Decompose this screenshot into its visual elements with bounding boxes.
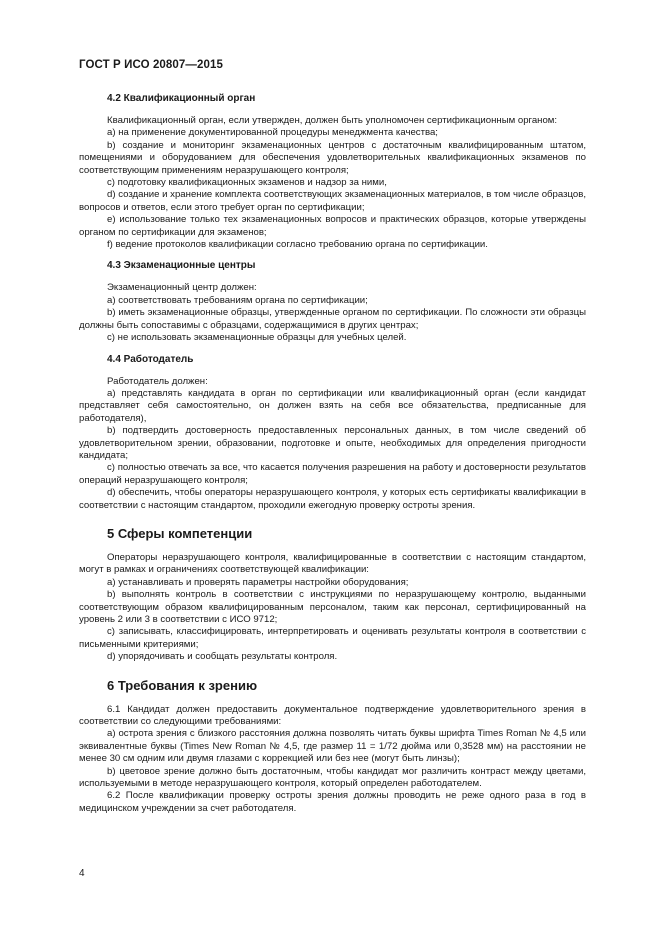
list-item: а) острота зрения с близкого расстояния должна позволять читать буквы шрифта Times Roman № 4,5 или эквивалентные буквы (Times New Roman № 4,5, где размер 11 = 1/72 дюйма или 0,3528 мм) на расстоянии не менее 30 см одним или двумя глазами с коррекцией или без нее (могут быть линзы); — [79, 728, 586, 765]
section-5-title: 5 Сферы компетенции — [107, 525, 253, 541]
section-4-4-intro: Работодатель должен: — [107, 375, 208, 387]
clause-6-2: 6.2 После квалификации проверку остроты зрения должны проводить не реже одного раза в год в медицинском учреждении за счет работодателя. — [79, 790, 586, 814]
list-item: b) подтвердить достоверность предоставленных персональных данных, в том числе сведений об удовлетворительном зрении, образовании, подготовке и опыте, необходимых для определения пригодности кандидата; — [79, 425, 586, 461]
list-item: b) цветовое зрение должно быть достаточным, чтобы кандидат мог различить контраст между цветами, используемыми в методе неразрушающего контроля, который определен работодателем. — [79, 765, 586, 790]
section-4-2-intro: Квалификационный орган, если утвержден, должен быть уполномочен сертификационным органом: — [107, 115, 558, 126]
list-item: b) выполнять контроль в соответствии с инструкциями по неразрушающему контролю, выданными соответствующим образом квалифицированным персоналом, таким как персонал, сертифицированный на уровень 2 или 3 в соответствии с ИСО 9712; — [79, 589, 586, 625]
list-item: a) устанавливать и проверять параметры настройки оборудования; — [107, 576, 409, 588]
list-item: c) записывать, классифицировать, интерпретировать и оценивать результаты контроля в соответствии с письменными критериями; — [79, 626, 586, 650]
list-item: d) обеспечить, чтобы операторы неразрушающего контроля, у которых есть сертификаты квалификации в соответствии с настоящим стандартом, проходили ежегодную проверку остроты зрения. — [79, 487, 586, 511]
section-4-2-title: 4.2 Квалификационный орган — [107, 93, 256, 104]
clause-6-1: 6.1 Кандидат должен предоставить документальное подтверждение удовлетворительного зрения в соответствии со следующими требованиями: — [79, 703, 586, 728]
standard-header: ГОСТ Р ИСО 20807—2015 — [79, 59, 224, 71]
list-item: a) на применение документированной процедуры менеджмента качества; — [107, 127, 438, 139]
list-item: b) создание и мониторинг экзаменационных центров с достаточным квалифицированным штатом, помещениями и оборудованием для обеспечения удовлетворительных квалификационных экзаменов по соответствующим применениям неразрушающего контроля; — [79, 139, 586, 176]
section-4-3-title: 4.3 Экзаменационные центры — [107, 260, 256, 272]
section-4-3-intro: Экзаменационный центр должен: — [107, 282, 257, 294]
section-5-intro: Операторы неразрушающего контроля, квалифицированные в соответствии с настоящим стандартом, могут в рамках и ограничениях соответствующей квалификации: — [79, 551, 586, 576]
page-content — [79, 92, 586, 815]
section-6-title: 6 Требования к зрению — [107, 677, 258, 693]
list-item: e) использование только тех экзаменационных вопросов и практических образцов, которые утверждены органом по сертификации для экзаменов; — [79, 214, 586, 238]
list-item: a) соответствовать требованиям органа по сертификации; — [107, 294, 368, 306]
list-item: b) иметь экзаменационные образцы, утвержденные органом по сертификации. По сложности эти образцы должны быть сопоставимы с образцами, содержащимися в других центрах; — [79, 307, 586, 331]
list-item: d) упорядочивать и сообщать результаты контроля. — [107, 651, 338, 663]
list-item: c) подготовку квалификационных экзаменов и надзор за ними, — [107, 177, 387, 189]
list-item: c) не использовать экзаменационные образцы для учебных целей. — [107, 332, 407, 344]
list-item: f) ведение протоколов квалификации согласно требованию органа по сертификации. — [107, 239, 488, 251]
page-number: 4 — [79, 868, 85, 879]
list-item: a) представлять кандидата в орган по сертификации или квалификационный орган (если кандидат представляет себя самостоятельно, он должен взять на себя все обязательства, предписанные для работодателя), — [79, 387, 586, 424]
list-item: d) создание и хранение комплекта соответствующих экзаменационных материалов, в том числе образцов, вопросов и ответов, если этого требует орган по сертификации; — [79, 189, 586, 213]
section-4-4-title: 4.4 Работодатель — [107, 353, 194, 365]
list-item: c) полностью отвечать за все, что касается получения разрешения на работу и достоверности результатов операций неразрушающего контроля; — [79, 462, 586, 486]
